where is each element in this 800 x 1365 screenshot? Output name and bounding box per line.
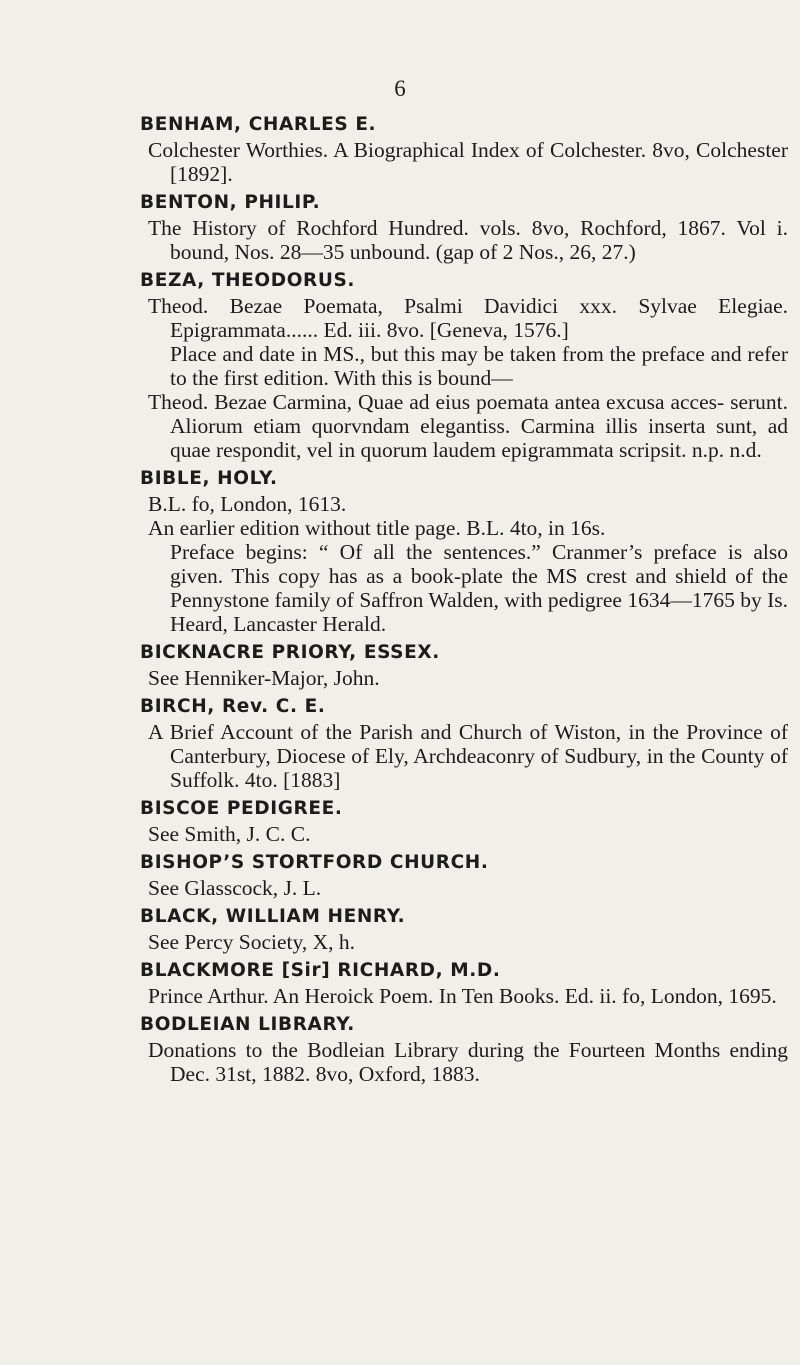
entry-item: Prince Arthur. An Heroick Poem. In Ten Books. Ed. ii. fo, London, 1695.: [148, 984, 777, 1008]
entry-item: Theod. Bezae Poemata, Psalmi Davidici xxx. Sylvae Elegiae. Epigrammata...... Ed. iii. 8vo. [Geneva, 1576.]: [148, 294, 788, 342]
entry-item: A Brief Account of the Parish and Church of Wiston, in the Province of Canterbury, Diocese of Ely, Archdeaconry of Sudbury, in the County of Suffolk. 4to. [1883]: [148, 720, 788, 792]
entry-heading: BLACK, WILLIAM HENRY.: [140, 906, 406, 927]
entry-bodleian: [140, 1012, 788, 1086]
page-number: 6: [394, 76, 406, 101]
entry-item: An earlier edition without title page. B.L. 4to, in 16s.: [148, 516, 606, 540]
entry-heading: BISCOE PEDIGREE.: [140, 798, 343, 819]
entry-biscoe: [140, 796, 788, 846]
entry-note: Place and date in MS., but this may be taken from the preface and refer to the first edition. With this is bound—: [170, 342, 788, 390]
entry-heading: BODLEIAN LIBRARY.: [140, 1014, 355, 1035]
entry-heading: BENTON, PHILIP.: [140, 192, 321, 213]
entry-item: See Henniker-Major, John.: [148, 666, 380, 690]
entry-bishops-stortford: [140, 850, 788, 900]
entry-benton: [140, 190, 788, 264]
entry-heading: BENHAM, CHARLES E.: [140, 114, 377, 135]
entry-note: Preface begins: “ Of all the sentences.” Cranmer’s preface is also given. This copy has as a book-plate the MS crest and shield of the Pennystone family of Saffron Walden, with pedigree 1634—1765 by Is. Heard, Lancaster Herald.: [170, 540, 788, 636]
entry-heading: BISHOP’S STORTFORD CHURCH.: [140, 852, 489, 873]
entry-beza: [140, 268, 788, 462]
entry-heading: BIBLE, HOLY.: [140, 468, 278, 489]
entry-heading: BLACKMORE [Sir] RICHARD, M.D.: [140, 960, 501, 981]
entry-item: See Glasscock, J. L.: [148, 876, 322, 900]
entry-item: The History of Rochford Hundred. vols. 8vo, Rochford, 1867. Vol i. bound, Nos. 28—35 unbound. (gap of 2 Nos., 26, 27.): [148, 216, 788, 264]
entry-black: [140, 904, 788, 954]
entry-item: Donations to the Bodleian Library during the Fourteen Months ending Dec. 31st, 1882. 8vo, Oxford, 1883.: [148, 1038, 788, 1086]
entry-birch: [140, 694, 788, 792]
entry-item: B.L. fo, London, 1613.: [148, 492, 347, 516]
entry-heading: BICKNACRE PRIORY, ESSEX.: [140, 642, 440, 663]
entry-heading: BIRCH, Rev. C. E.: [140, 696, 326, 717]
entry-item: Theod. Bezae Carmina, Quae ad eius poemata antea excusa acces- serunt. Aliorum etiam quorvndam elegantiss. Carmina illis inserta sunt, ad quae respondit, vel in quorum laudem epigrammata scripsit. n.p. n.d.: [148, 390, 788, 462]
entry-bible: [140, 466, 788, 636]
entry-item: See Smith, J. C. C.: [148, 822, 311, 846]
index-page: [140, 112, 788, 1090]
entry-bicknacre: [140, 640, 788, 690]
entry-benham: [140, 112, 788, 186]
entry-heading: BEZA, THEODORUS.: [140, 270, 356, 291]
entry-item: Colchester Worthies. A Biographical Index of Colchester. 8vo, Colchester [1892].: [148, 138, 788, 186]
entry-blackmore: [140, 958, 788, 1008]
entry-item: See Percy Society, X, h.: [148, 930, 355, 954]
